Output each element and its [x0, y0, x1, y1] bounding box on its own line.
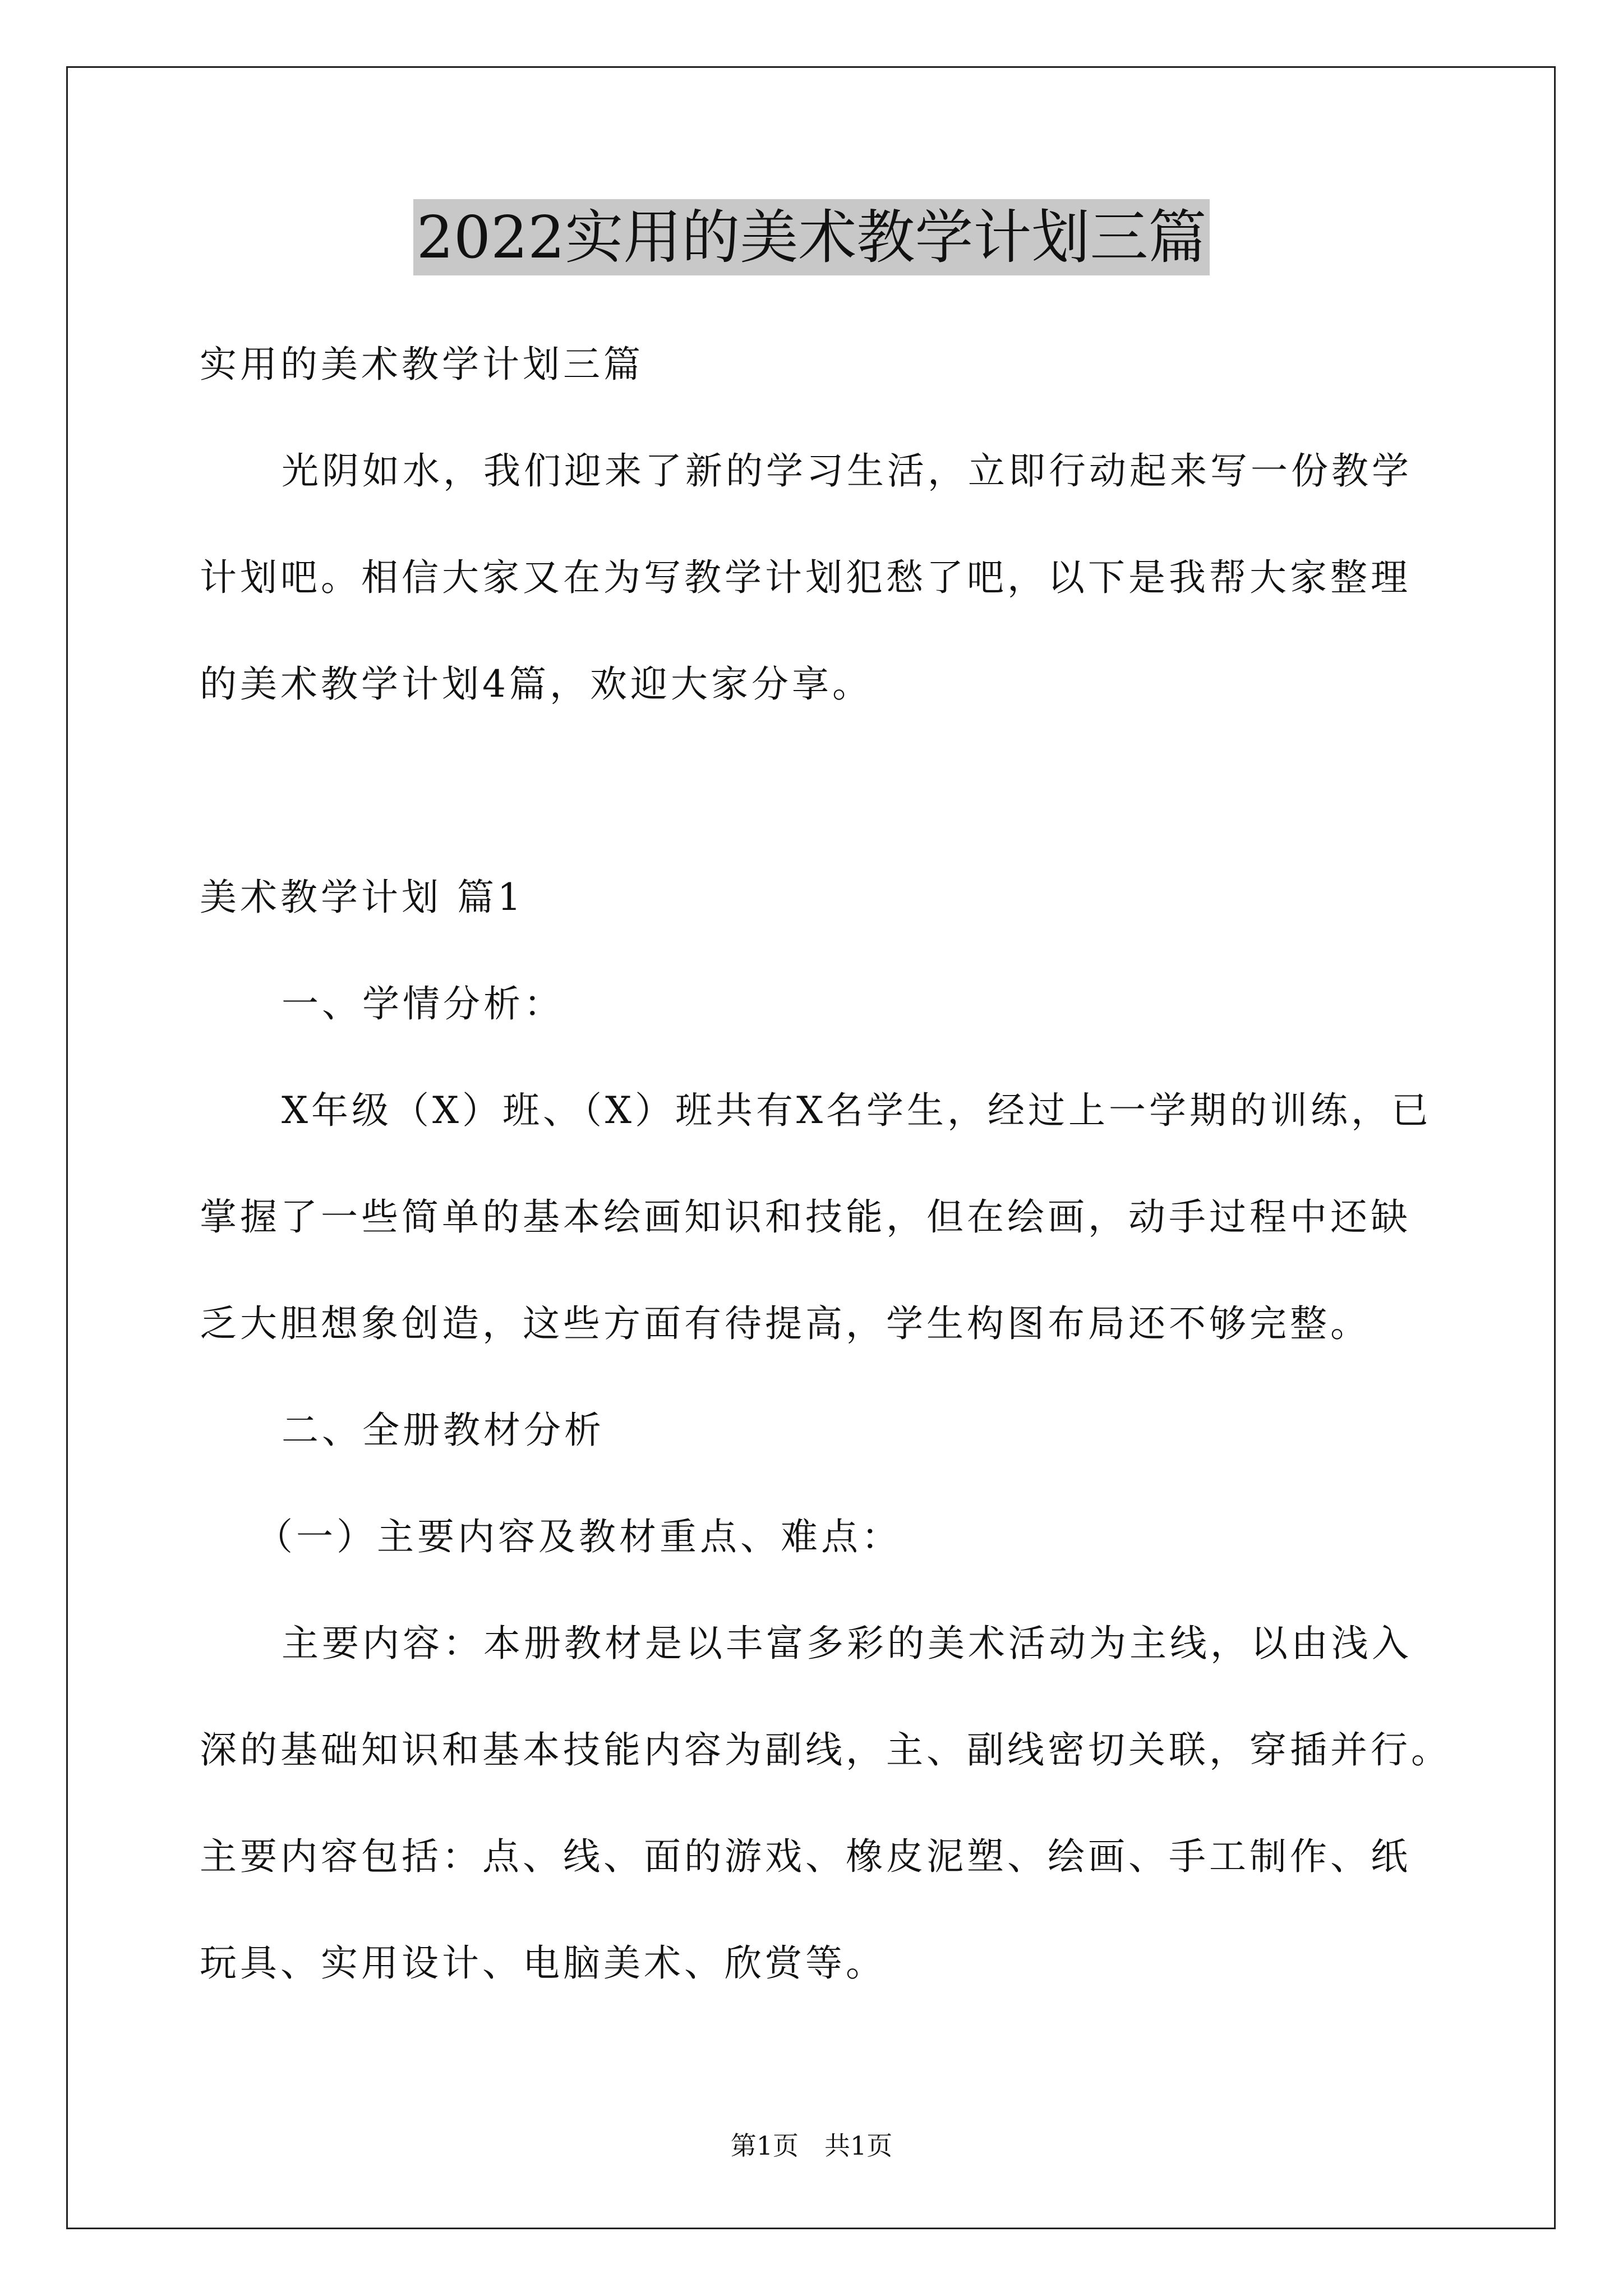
paragraph-line: X年级（X）班、（X）班共有X名学生，经过上一学期的训练，已	[282, 1089, 1432, 1132]
paragraph-line: 深的基础知识和基本技能内容为副线，主、副线密切关联，穿插并行。	[200, 1728, 1451, 1772]
document-title: 2022实用的美术教学计划三篇	[413, 199, 1210, 275]
paragraph-line: 主要内容：本册教材是以丰富多彩的美术活动为主线，以由浅入	[282, 1622, 1412, 1665]
paragraph-line: 乏大胆想象创造，这些方面有待提高，学生构图布局还不够完整。	[200, 1302, 1371, 1345]
paragraph-line: 主要内容包括：点、线、面的游戏、橡皮泥塑、绘画、手工制作、纸	[200, 1835, 1411, 1878]
paragraph-line: 玩具、实用设计、电脑美术、欣赏等。	[200, 1941, 886, 1985]
title-container	[0, 199, 1623, 275]
heading-learning-analysis: 一、学情分析：	[282, 982, 564, 1025]
intro-line: 的美术教学计划4篇，欢迎大家分享。	[200, 662, 873, 706]
document-body	[200, 311, 1451, 2017]
blank-line	[200, 738, 1433, 844]
section-heading: 美术教学计划 篇1	[200, 876, 524, 919]
intro-line: 计划吧。相信大家又在为写教学计划犯愁了吧，以下是我帮大家整理	[200, 556, 1411, 599]
document-subtitle: 实用的美术教学计划三篇	[200, 343, 644, 386]
heading-main-content: （一）主要内容及教材重点、难点：	[256, 1515, 902, 1558]
paragraph-line: 掌握了一些简单的基本绘画知识和技能，但在绘画，动手过程中还缺	[200, 1195, 1411, 1239]
heading-textbook-analysis: 二、全册教材分析	[282, 1409, 605, 1452]
page-footer: 第1页 共1页	[730, 2131, 893, 2161]
intro-line: 光阴如水，我们迎来了新的学习生活，立即行动起来写一份教学	[282, 449, 1412, 493]
